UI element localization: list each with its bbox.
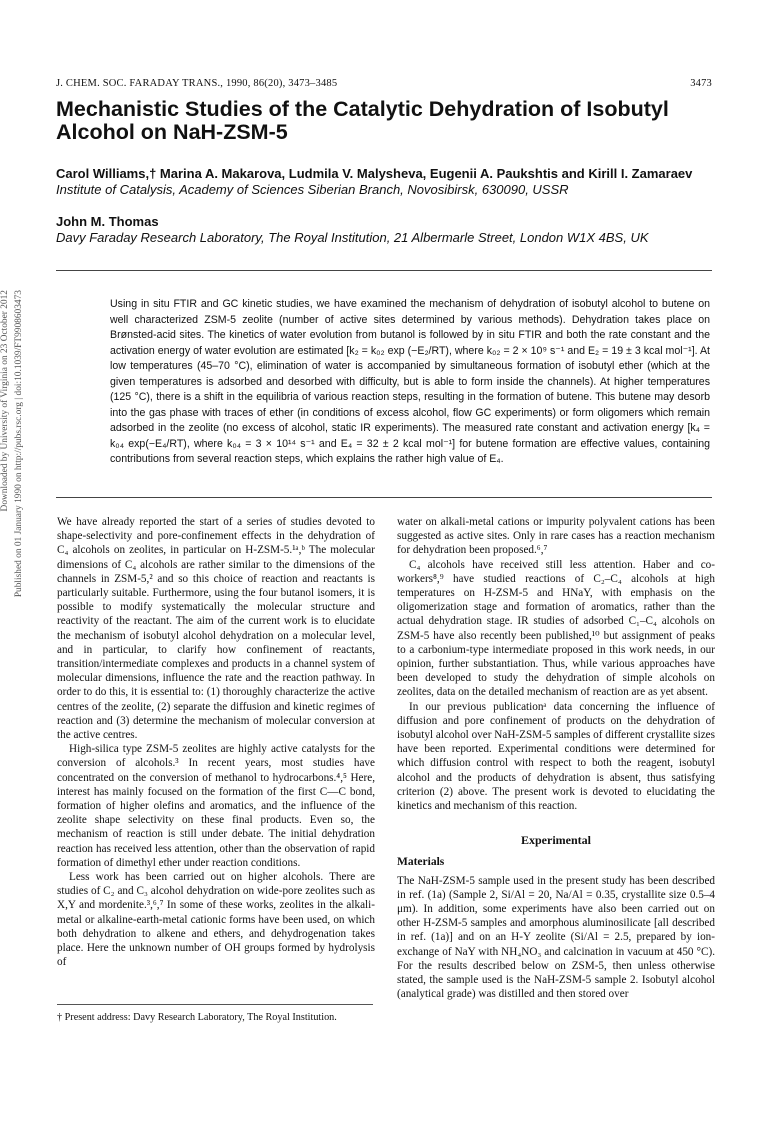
paragraph: In our previous publicationᵃ data concerning the influence of diffusion and pore confinement of products on the dehydration of isobutyl alcohol over NaH-ZSM-5 samples of different crystallite sizes have been reported. Experimental conditions were determined for which diffusion control with respect to both the reagent, isobutyl alcohol and the products of dehydration is absent, thus satisfying criterion (2) above. The present work is devoted to elucidating the kinetics and mechanism of this reaction. [397, 700, 715, 813]
authors-line-2: John M. Thomas [56, 214, 159, 229]
author-block-1 [56, 166, 716, 198]
right-column [397, 515, 715, 1002]
footnote-rule [57, 1004, 373, 1005]
running-head [56, 78, 712, 89]
header-rule [56, 270, 712, 271]
abstract-rule [56, 497, 712, 498]
paragraph: The NaH-ZSM-5 sample used in the present study has been described in ref. (1a) (Sample 2, Si/Al = 20, Na/Al = 0.35, crystallite size 0.5–4 μm). In addition, some experiments have also been carried out on other H-ZSM-5 samples and amorphous aluminosilicate [all described in ref. (1a)] and on an H-Y zeolite (Si/Al = 2.5, prepared by ion-exchange of NaY with NH₄NO₃ and calcination in vacuum at 450 °C). For the results described below on ZSM-5, then unless otherwise stated, the sample used is the NaH-ZSM-5 sample 2. Isobutyl alcohol (analytical grade) was distilled and then stored over [397, 874, 715, 1001]
footnote: † Present address: Davy Research Laboratory, The Royal Institution. [57, 1012, 337, 1023]
journal-citation: J. CHEM. SOC. FARADAY TRANS., 1990, 86(20), 3473–3485 [56, 78, 338, 89]
download-watermark [0, 290, 32, 640]
affiliation-line-2: Davy Faraday Research Laboratory, The Royal Institution, 21 Albermarle Street, London W1X 4BS, UK [56, 230, 649, 245]
paragraph: We have already reported the start of a series of studies devoted to shape-selectivity and pore-confinement effects in the dehydration of C₄ alcohols on zeolites, in particular on H-ZSM-5.¹ᵃ,ᵇ The molecular dimensions of C₄ alcohols are rather similar to the dimensions of the channels in ZSM-5,² and so this choice of reaction and reactants is particularly suitable. Furthermore, using the four butanol isomers, it is possible to modify systematically the molecular structure and reactivity of the reactant. The aim of the current work is to elucidate the mechanism of isobutyl alcohol dehydration on a molecular level, and in particular, to clarify how confinement of reactants, transition/intermediate complexes and products in a channel system of molecular dimensions, influence the rate and the reaction pathway. In order to do this, it is essential to: (1) thoroughly characterize the active centres of the zeolite, (2) separate the diffusion and kinetic regimes of reaction and (3) determine the mechanism of molecular conversion at the active centres. [57, 516, 375, 742]
left-column [57, 515, 375, 970]
watermark-line-2: Downloaded by University of Virginia on 23 October 2012 [0, 290, 10, 512]
section-heading: Experimental [521, 833, 591, 848]
paragraph: C₄ alcohols have received still less attention. Haber and co-workers⁸,⁹ have studied reactions of C₂–C₄ alcohols at high temperatures on H-ZSM-5 and HNaY, with emphasis on the oligomerization stage and formation of aromatics, rather than the actual dehydration stage. IR studies of adsorbed C₁–C₄ alcohols on ZSM-5 have also recently been published,¹⁰ but assignment of peaks to a carbonium-type intermediate proposed in this work needs, in our opinion, further substantiation. Thus, while various approaches have been developed to study the dehydration of simple alcohols on zeolites, data on the detailed mechanism of reaction are as yet absent. [397, 558, 715, 699]
author-block-2 [56, 214, 716, 246]
subsection-heading: Materials [397, 856, 445, 869]
paragraph: water on alkali-metal cations or impurity polyvalent cations has been suggested as active sites. Only in rare cases has a reaction mechanism for dehydration been proposed.⁶,⁷ [397, 516, 715, 557]
watermark-line-1: Published on 01 January 1990 on http://pubs.rsc.org | doi:10.1039/FT9908603473 [14, 290, 24, 598]
article-title: Mechanistic Studies of the Catalytic Dehydration of Isobutyl Alcohol on NaH-ZSM-5 [56, 97, 669, 144]
affiliation-line-1: Institute of Catalysis, Academy of Sciences Siberian Branch, Novosibirsk, 630090, USSR [56, 182, 569, 197]
paragraph: Less work has been carried out on higher alcohols. There are studies of C₂ and C₃ alcohol dehydration on wide-pore zeolites such as X,Y and mordenite.³,⁶,⁷ In some of these works, zeolites in the alkali-metal or alkaline-earth-metal cationic forms have been used, on which both dehydration to alkene and ethers, and dehydrogenation takes place. Here the unknown number of OH groups formed by hydrolysis of [57, 871, 375, 969]
paragraph: High-silica type ZSM-5 zeolites are highly active catalysts for the conversion of alcohols.³ In recent years, most studies have concentrated on the conversion of methanol to hydrocarbons.⁴,⁵ Here, interest has mainly focused on the formation of the first C—C bond, formation of higher olefins and aromatics, and the influence of the zeolite shape selectivity on these final products. Even so, the mechanism of reaction is still under debate. The initial dehydration reaction has received less attention, other than the observation of rapid formation of dimethyl ether under reaction conditions. [57, 743, 375, 869]
abstract: Using in situ FTIR and GC kinetic studies, we have examined the mechanism of dehydration of isobutyl alcohol to butene on well characterized ZSM-5 zeolite (number of active sites determined by various methods). Dehydration takes place on Brønsted-acid sites. The kinetics of water evolution from butanol is followed by in situ FTIR and both the rate constant and the activation energy of water evolution are estimated [k₂ = k₀₂ exp (−E₂/RT), where k₀₂ = 2 × 10⁹ s⁻¹ and E₂ = 19 ± 3 kcal mol⁻¹]. At low temperatures (45–70 °C), elimination of water is accompanied by simultaneous formation of isobutyl ether (which at the given temperatures is adsorbed and desorbed with difficulty, but is able to form inside the channels). At higher temperatures (125 °C), there is a shift in the equilibria of various reaction steps, resulting in the formation of butene. This butene may desorb into the gas phase with traces of ether (in conditions of excess alcohol, flow GC experiments) or form oligomers which remain adsorbed in the zeolite (no excess of alcohol, static IR experiments). The measured rate constant and activation energy [k₄ = k₀₄ exp(−E₄/RT), where k₀₄ = 3 × 10¹⁴ s⁻¹ and E₄ = 32 ± 2 kcal mol⁻¹] for butene formation are effective values, containing contributions from several reaction steps, which explains the rather high value of E₄. [110, 298, 710, 465]
page-number: 3473 [690, 78, 712, 89]
authors-line-1: Carol Williams,† Marina A. Makarova, Ludmila V. Malysheva, Eugenii A. Paukshtis and Kirill I. Zamaraev [56, 166, 693, 181]
